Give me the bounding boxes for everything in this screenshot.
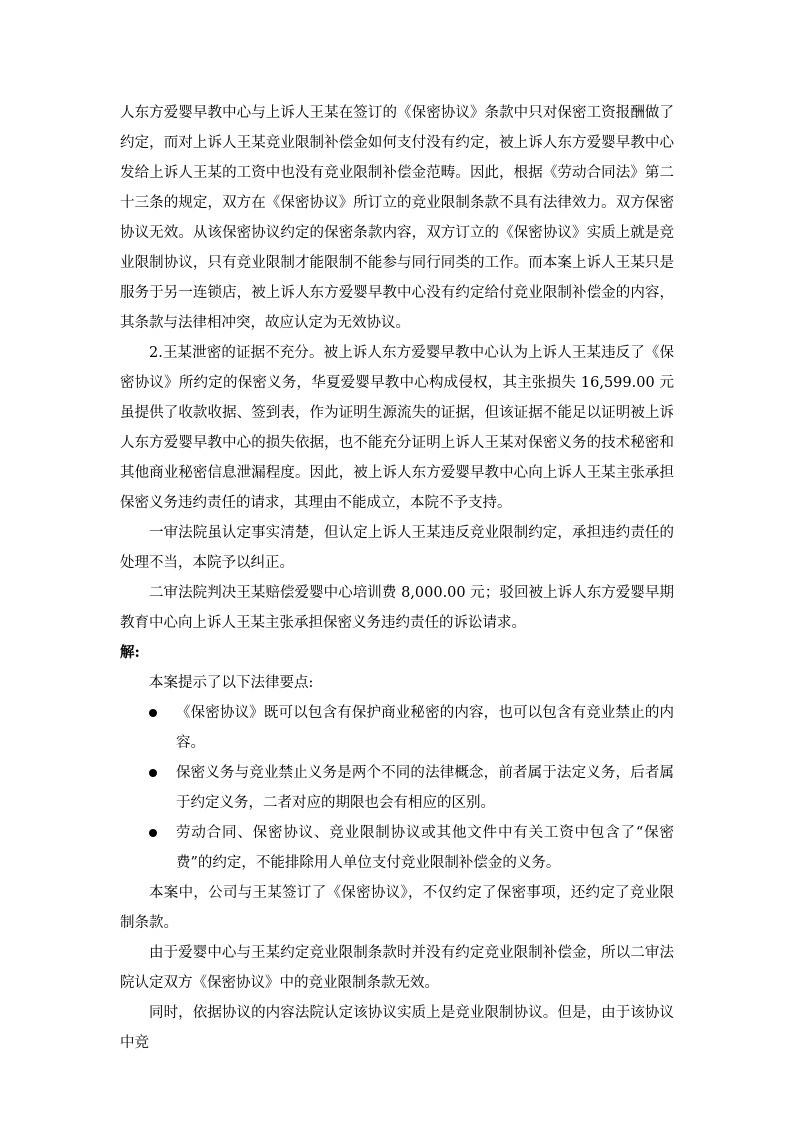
list-item-text: 劳动合同、保密协议、竞业限制协议或其他文件中有关工资中包含了“保密费”的约定，不能排除用人单位支付竞业限制补偿金的义务。 [176,825,674,871]
document-body [120,98,674,1058]
section-heading-explanation: 解: [120,644,140,661]
list-item [120,818,674,878]
list-item-text: 保密义务与竞业禁止义务是两个不同的法律概念，前者属于法定义务，后者属于约定义务，二者对应的期限也会有相应的区别。 [176,765,674,811]
bullet-icon [149,769,157,777]
paragraph-clause-invalid: 由于爱婴中心与王某约定竞业限制条款时并没有约定竞业限制补偿金，所以二审法院认定双方《保密协议》中的竞业限制条款无效。 [120,945,674,991]
list-item [120,698,674,758]
bullet-icon [149,829,157,837]
paragraph-second-instance-judgment: 二审法院判决王某赔偿爱婴中心培训费 8,000.00 元；驳回被上诉人东方爱婴早期教育中心向上诉人王某主张承担保密义务违约责任的诉讼请求。 [120,585,674,631]
bullet-icon [149,709,157,717]
paragraph-evidence: 2.王某泄密的证据不充分。被上诉人东方爱婴早教中心认为上诉人王某违反了《保密协议》所约定的保密义务，华夏爱婴早教中心构成侵权，其主张损失 16,599.00 元虽提供了收款收据、签到表，作为证明生源流失的证据，但该证据不能足以证明被上诉人东方爱婴早教中心的损失依据，也不能充分证明上诉人王某对保密义务的技术秘密和其他商业秘密信息泄漏程度。因此，被上诉人东方爱婴早教中心向上诉人王某主张承担保密义务违约责任的请求，其理由不能成立，本院不予支持。 [120,345,674,511]
list-item-text: 《保密协议》既可以包含有保护商业秘密的内容，也可以包含有竞业禁止的内容。 [176,705,674,751]
paragraph-first-instance: 一审法院虽认定事实清楚，但认定上诉人王某违反竞业限制约定，承担违约责任的处理不当，本院予以纠正。 [120,525,674,571]
paragraph-substance: 同时，依据协议的内容法院认定该协议实质上是竞业限制协议。但是，由于该协议中竞 [120,1005,674,1051]
legal-points-list [120,698,674,878]
paragraph-case-summary: 本案中，公司与王某签订了《保密协议》，不仅约定了保密事项，还约定了竞业限制条款。 [120,885,674,931]
paragraph-intro: 本案提示了以下法律要点: [149,675,314,691]
list-item [120,758,674,818]
paragraph-continued: 人东方爱婴早教中心与上诉人王某在签订的《保密协议》条款中只对保密工资报酬做了约定，而对上诉人王某竞业限制补偿金如何支付没有约定，被上诉人东方爱婴早教中心发给上诉人王某的工资中也没有竞业限制补偿金范畴。因此，根据《劳动合同法》第二十三条的规定，双方在《保密协议》所订立的竞业限制条款不具有法律效力。双方保密协议无效。从该保密协议约定的保密条款内容，双方订立的《保密协议》实质上就是竞业限制协议，只有竞业限制才能限制不能参与同行同类的工作。而本案上诉人王某只是服务于另一连锁店，被上诉人东方爱婴早教中心没有约定给付竞业限制补偿金的内容，其条款与法律相冲突，故应认定为无效协议。 [120,105,674,331]
